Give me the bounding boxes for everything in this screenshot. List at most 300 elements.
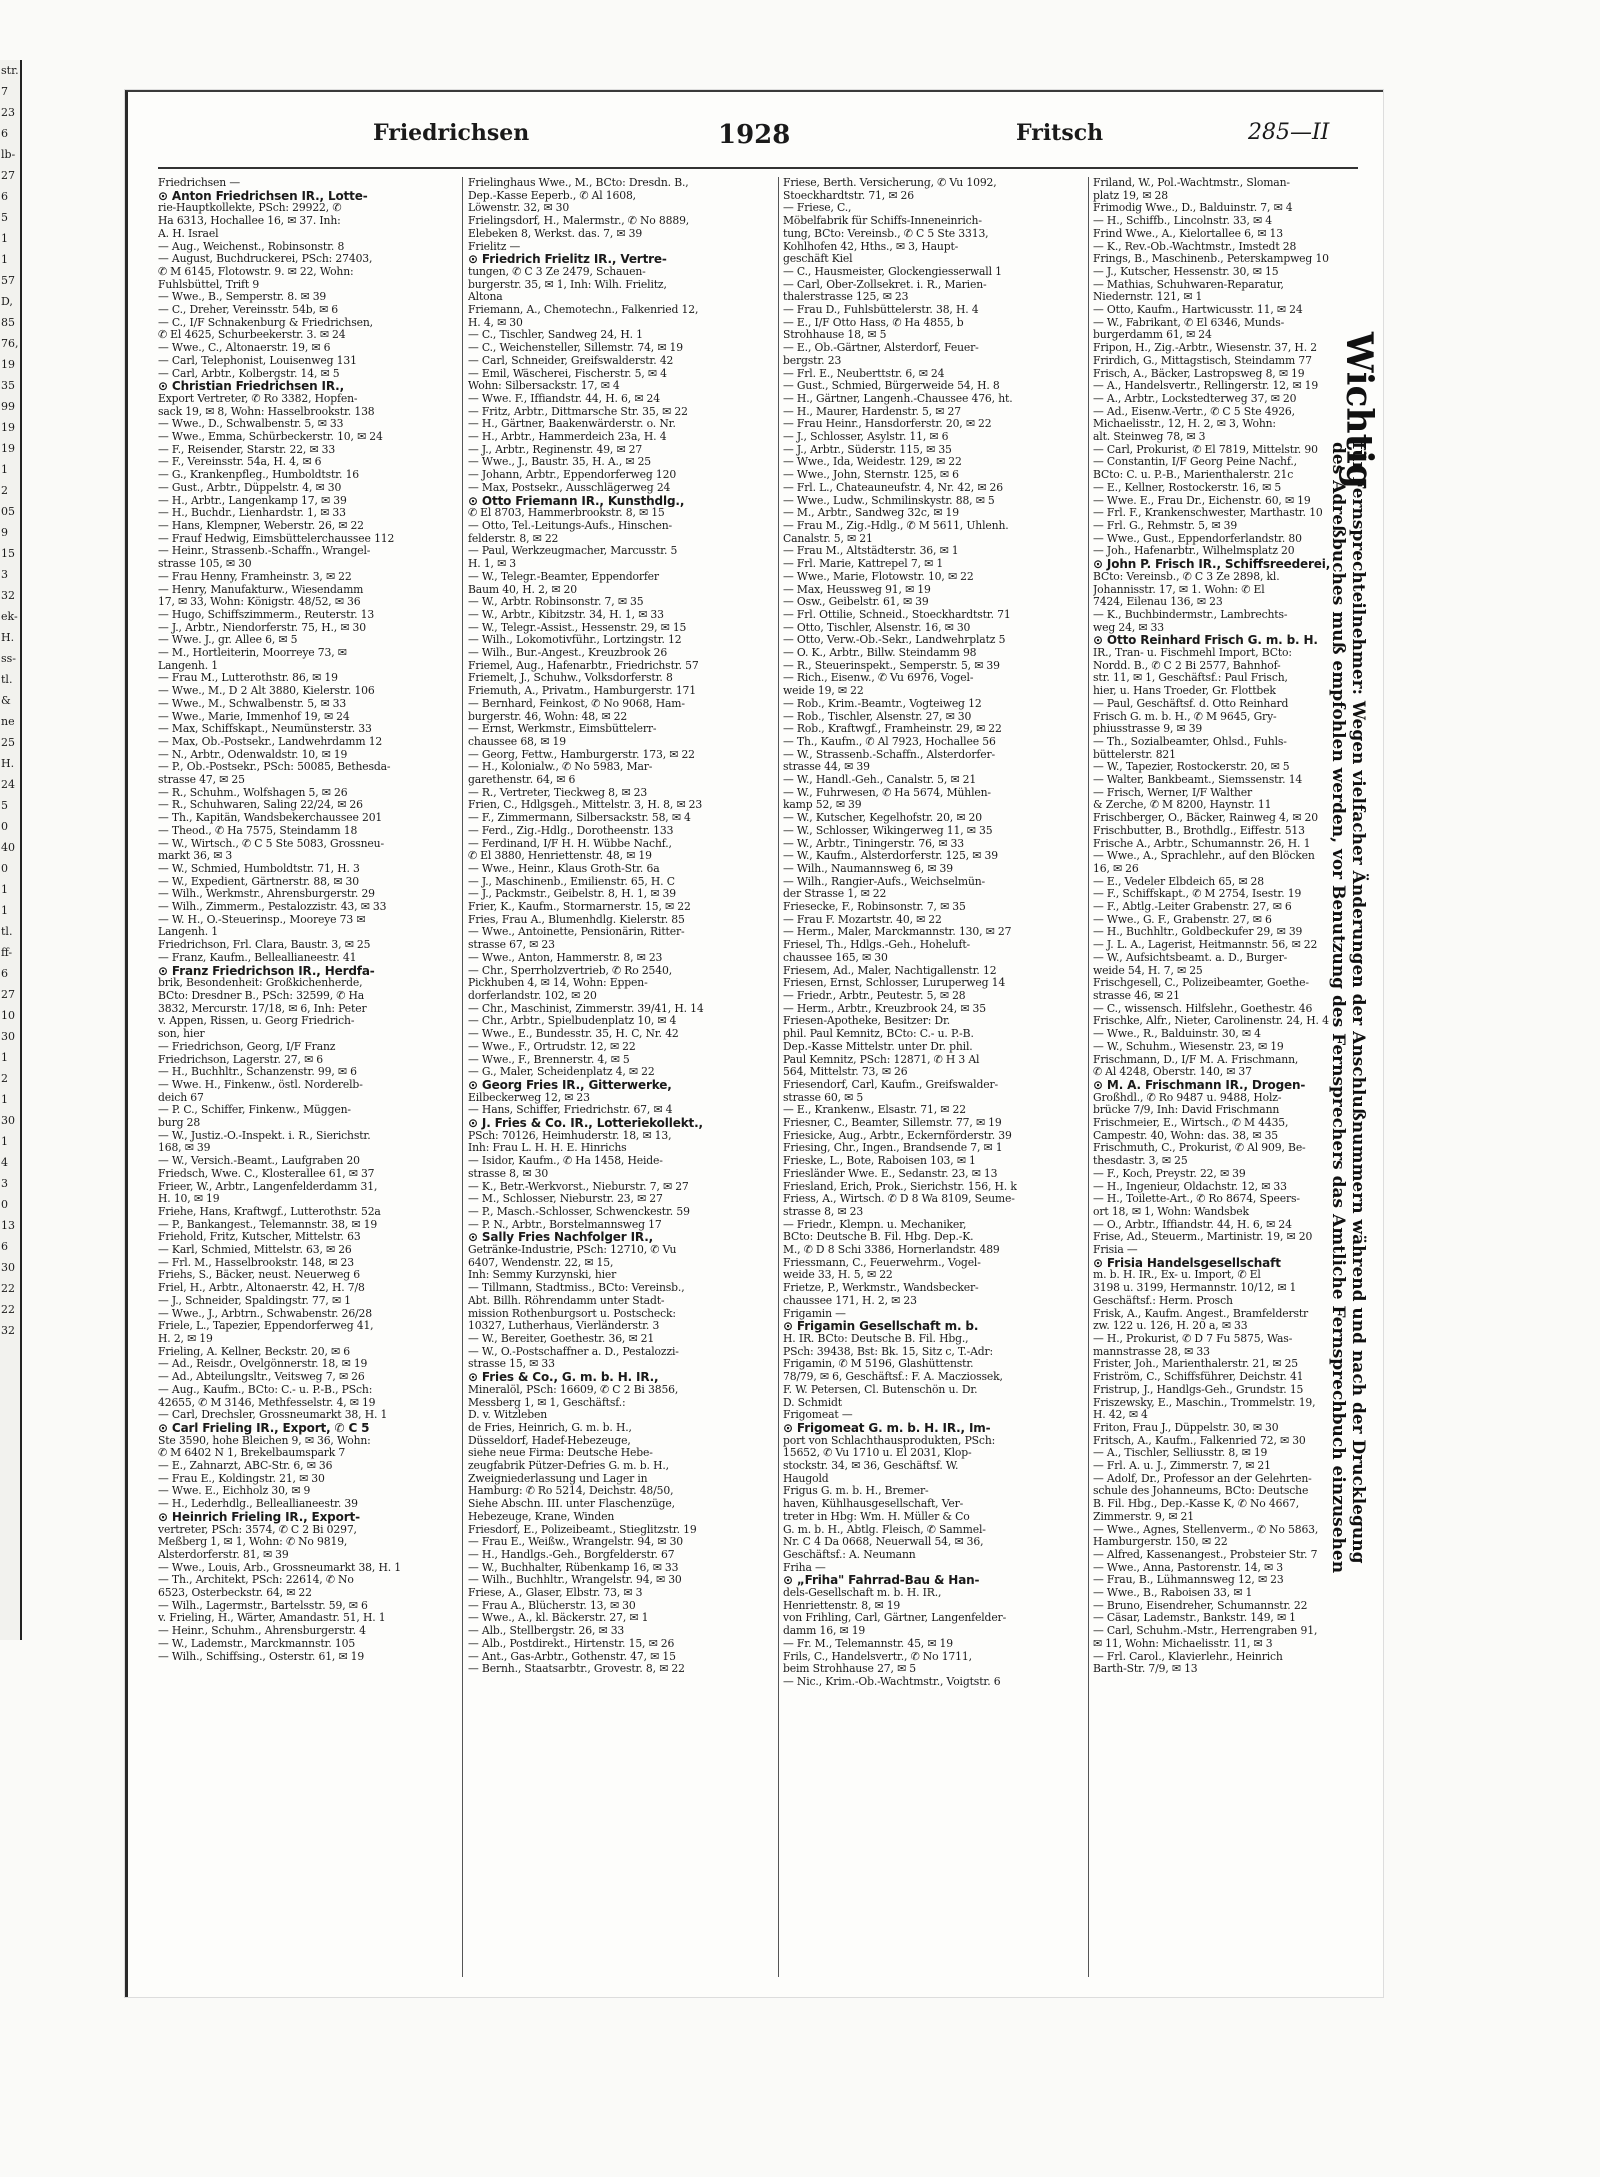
directory-entry: garethenstr. 64, ✉ 6 xyxy=(468,774,576,787)
directory-entry: Messberg 1, ✉ 1, Geschäftsf.: xyxy=(468,1396,626,1409)
directory-entry: 3832, Mercurstr. 17/18, ✉ 6, Inh: Peter xyxy=(158,1002,367,1015)
directory-entry: — H., Arbtr., Langenkamp 17, ✉ 39 xyxy=(158,494,347,507)
directory-entry: — J., Schlosser, Asylstr. 11, ✉ 6 xyxy=(783,431,949,444)
fragment-text: 22 xyxy=(1,1282,15,1295)
directory-entry: — W., Schlosser, Wikingerweg 11, ✉ 35 xyxy=(783,824,993,837)
directory-entry: G. m. b. H., Abtlg. Fleisch, ✆ Sammel- xyxy=(783,1523,986,1536)
directory-entry: ⊙ Frisia Handelsgesellschaft xyxy=(1093,1256,1281,1270)
fragment-text: & xyxy=(1,694,11,707)
directory-entry: — H., Maurer, Hardenstr. 5, ✉ 27 xyxy=(783,405,961,418)
directory-entry: — Th., Architekt, PSch: 22614, ✆ No xyxy=(158,1574,354,1587)
fragment-text: 0 xyxy=(1,1198,8,1211)
directory-entry: IR., Tran- u. Fischmehl Import, BCto: xyxy=(1093,647,1292,660)
directory-entry: Henriettenstr. 8, ✉ 19 xyxy=(783,1599,901,1612)
directory-entry: H. 4, ✉ 30 xyxy=(468,316,523,329)
directory-entry: — Aug., Weichenst., Robinsonstr. 8 xyxy=(158,240,345,253)
directory-entry: — Frauf Hedwig, Eimsbüttelerchaussee 112 xyxy=(158,532,395,545)
directory-entry: Frigus G. m. b. H., Bremer- xyxy=(783,1485,929,1498)
directory-entry: ⊙ Otto Reinhard Frisch G. m. b. H. xyxy=(1093,634,1318,648)
directory-entry: — Henry, Manufakturw., Wiesendamm xyxy=(158,583,364,596)
directory-entry: BCto: Deutsche B. Fil. Hbg. Dep.-K. xyxy=(783,1231,974,1244)
directory-entry: ✆ El 4625, Schurbeekerstr. 3. ✉ 24 xyxy=(158,329,346,342)
directory-entry: — Max, Ob.-Postsekr., Landwehrdamm 12 xyxy=(158,735,383,748)
directory-entry: — Otto, Verw.-Ob.-Sekr., Landwehrplatz 5 xyxy=(783,634,1006,647)
directory-entry: Friese, Berth. Versicherung, ✆ Vu 1092, xyxy=(783,177,997,189)
directory-entry: Zimmerstr. 9, ✉ 21 xyxy=(1093,1510,1194,1523)
directory-entry: v. Frieling, H., Wärter, Amandastr. 51, H. 1 xyxy=(158,1612,386,1625)
directory-entry: — Wilh., Werkmstr., Ahrensburgerstr. 29 xyxy=(158,888,375,901)
directory-entry: Möbelfabrik für Schiffs-Inneneinrich- xyxy=(783,215,982,228)
directory-entry: 7424, Eilenau 136, ✉ 23 xyxy=(1093,596,1223,609)
directory-entry: — Frau A., Blücherstr. 13, ✉ 30 xyxy=(468,1599,636,1612)
directory-entry: H. 10, ✉ 19 xyxy=(158,1193,220,1206)
directory-entry: — W., Arbtr., Kibitzstr. 34, H. 1, ✉ 33 xyxy=(468,608,664,621)
directory-entry: Canalstr. 5, ✉ 21 xyxy=(783,532,873,545)
directory-entry: Friesdorf, E., Polizeibeamt., Stieglitzstr. 19 xyxy=(468,1523,697,1536)
column-3 xyxy=(783,177,1083,1977)
directory-entry: Frind Wwe., A., Kielortallee 6, ✉ 13 xyxy=(1093,227,1283,240)
directory-entry: Hamburg: ✆ Ro 5214, Deichstr. 48/50, xyxy=(468,1485,674,1498)
directory-entry: — M., Schlosser, Nieburstr. 23, ✉ 27 xyxy=(468,1193,663,1206)
directory-entry: — J., Arbtr., Süderstr. 115, ✉ 35 xyxy=(783,443,952,456)
directory-entry: — Wwe., Marie, Immenhof 19, ✉ 24 xyxy=(158,710,350,723)
directory-entry: ⊙ Georg Fries IR., Gitterwerke, xyxy=(468,1078,672,1092)
directory-entry: Düsseldorf, Hadef-Hebezeuge, xyxy=(468,1434,631,1447)
directory-entry: ⊙ Anton Friedrichsen IR., Lotte- xyxy=(158,189,368,203)
directory-entry: stockstr. 34, ✉ 36, Geschäftsf. W. xyxy=(783,1460,959,1473)
directory-entry: — Alb., Postdirekt., Hirtenstr. 15, ✉ 26 xyxy=(468,1637,675,1650)
directory-entry: — Fr. M., Telemannstr. 45, ✉ 19 xyxy=(783,1637,953,1650)
column-2 xyxy=(468,177,773,1977)
directory-entry: Inh: Frau L. H. H. E. Hinrichs xyxy=(468,1142,627,1155)
fragment-text: 57 xyxy=(1,274,15,287)
directory-entry: — A., Tischler, Selliusstr. 8, ✉ 19 xyxy=(1093,1447,1268,1460)
directory-entry: — Friese, C., xyxy=(783,202,852,215)
directory-entry: — J., Maschinenb., Emilienstr. 65, H. C xyxy=(468,875,675,888)
directory-entry: — W., Strassenb.-Schaffn., Alsterdorfer- xyxy=(783,748,996,761)
directory-entry: Baum 40, H. 2, ✉ 20 xyxy=(468,583,577,596)
directory-entry: — Karl, Schmied, Mittelstr. 63, ✉ 26 xyxy=(158,1244,352,1257)
directory-entry: H. IR. BCto: Deutsche B. Fil. Hbg., xyxy=(783,1332,969,1345)
directory-entry: Frigamin, ✆ M 5196, Glashüttenstr. xyxy=(783,1358,974,1371)
directory-entry: — O., Arbtr., Iffiandstr. 44, H. 6, ✉ 24 xyxy=(1093,1218,1292,1231)
directory-entry: Frielingsdorf, H., Malermstr., ✆ No 8889, xyxy=(468,215,690,228)
fragment-text: 6 xyxy=(1,967,8,980)
directory-entry: — Gust., Schmied, Bürgerweide 54, H. 8 xyxy=(783,380,1000,393)
column-4 xyxy=(1093,177,1338,1977)
directory-entry: — J., Arbtr., Niendorferstr. 75, H., ✉ 30 xyxy=(158,621,366,634)
directory-entry: Altona xyxy=(468,291,503,304)
directory-entry: — F., Koch, Preystr. 22, ✉ 39 xyxy=(1093,1167,1246,1180)
fragment-text: lb- xyxy=(1,148,16,161)
directory-entry: 10327, Lutherhaus, Vierländerstr. 3 xyxy=(468,1320,660,1333)
directory-entry: — Frau M., Lutterothstr. 86, ✉ 19 xyxy=(158,672,338,685)
directory-entry: ⊙ Fries & Co., G. m. b. H. IR., xyxy=(468,1371,659,1384)
fragment-text: 9 xyxy=(1,526,8,539)
directory-entry: — W., Fuhrwesen, ✆ Ha 5674, Mühlen- xyxy=(783,786,991,799)
directory-entry: — Frau, B., Lühmannsweg 12, ✉ 23 xyxy=(1093,1574,1284,1587)
directory-entry: Frischmeier, E., Wirtsch., ✆ M 4435, xyxy=(1093,1117,1289,1130)
directory-entry: Frisk, A., Kaufm. Angest., Bramfelderstr xyxy=(1093,1307,1309,1320)
directory-entry: treter in Hbg: Wm. H. Müller & Co xyxy=(783,1510,970,1523)
directory-entry: Haugold xyxy=(783,1472,829,1485)
directory-entry: ✆ El 8703, Hammerbrookstr. 8, ✉ 15 xyxy=(468,507,665,520)
directory-entry: — Carl, Prokurist, ✆ El 7819, Mittelstr. 90 xyxy=(1093,443,1318,456)
directory-entry: — K., Buchbindermstr., Lambrechts- xyxy=(1093,608,1288,621)
column-1 xyxy=(158,177,458,1977)
directory-entry: strasse 67, ✉ 23 xyxy=(468,939,555,952)
directory-entry: — Paul, Geschäftsf. d. Otto Reinhard xyxy=(1093,697,1289,710)
directory-entry: — P. N., Arbtr., Borstelmannsweg 17 xyxy=(468,1218,662,1231)
directory-entry: PSch: 70126, Heimhuderstr. 18, ✉ 13, xyxy=(468,1129,672,1142)
directory-entry: — Frau E., Weißw., Wrangelstr. 94, ✉ 30 xyxy=(468,1536,684,1549)
directory-entry: Großhdl., ✆ Ro 9487 u. 9488, Holz- xyxy=(1093,1091,1282,1104)
fragment-text: 0 xyxy=(1,862,8,875)
directory-entry: — Gust., Arbtr., Düppelstr. 4, ✉ 30 xyxy=(158,481,342,494)
fragment-text: 40 xyxy=(1,841,15,854)
directory-entry: Geschäftsf.: Herm. Prosch xyxy=(1093,1294,1233,1307)
directory-entry: — Otto, Tel.-Leitungs-Aufs., Hinschen- xyxy=(468,519,673,532)
directory-entry: brücke 7/9, Inh: David Frischmann xyxy=(1093,1104,1280,1117)
directory-entry: — Mathias, Schuhwaren-Reparatur, xyxy=(1093,278,1284,291)
directory-entry: strasse 8, ✉ 30 xyxy=(468,1167,549,1180)
directory-entry: M., ✆ D 8 Schi 3386, Hornerlandstr. 489 xyxy=(783,1244,1000,1257)
directory-entry: — Hugo, Schiffszimmerm., Reuterstr. 13 xyxy=(158,608,375,621)
directory-entry: — Johann, Arbtr., Eppendorferweg 120 xyxy=(468,469,677,482)
directory-entry: — N., Arbtr., Odenwaldstr. 10, ✉ 19 xyxy=(158,748,348,761)
directory-entry: m. b. H. IR., Ex- u. Import, ✆ El xyxy=(1093,1269,1261,1282)
directory-entry: phil. Paul Kemnitz, BCto: C.- u. P.-B. xyxy=(783,1028,974,1041)
directory-entry: Frielinghaus Wwe., M., BCto: Dresdn. B., xyxy=(468,177,689,189)
fragment-text: 24 xyxy=(1,778,15,791)
fragment-text: 25 xyxy=(1,736,15,749)
directory-entry: — Wwe., F., Ortrudstr. 12, ✉ 22 xyxy=(468,1040,636,1053)
directory-entry: Ha 6313, Hochallee 16, ✉ 37. Inh: xyxy=(158,215,341,228)
directory-entry: 564, Mittelstr. 73, ✉ 26 xyxy=(783,1066,908,1079)
directory-entry: Friesen, Ernst, Schlosser, Luruperweg 14 xyxy=(783,977,1006,990)
directory-entry: — W., Lademstr., Marckmannstr. 105 xyxy=(158,1637,356,1650)
fragment-text: 22 xyxy=(1,1303,15,1316)
directory-entry: — Wilh., Lokomotivführ., Lortzingstr. 12 xyxy=(468,634,682,647)
directory-entry: ⊙ J. Fries & Co. IR., Lotteriekollekt., xyxy=(468,1117,703,1130)
fragment-text: 2 xyxy=(1,484,8,497)
directory-entry: Meßberg 1, ✉ 1, Wohn: ✆ No 9819, xyxy=(158,1536,348,1549)
directory-entry: Fritsch, A., Kaufm., Falkenried 72, ✉ 30 xyxy=(1093,1434,1306,1447)
fragment-text: 27 xyxy=(1,988,15,1001)
directory-entry: — K., Betr.-Werkvorst., Nieburstr. 7, ✉ 27 xyxy=(468,1180,689,1193)
directory-entry: Niedernstr. 121, ✉ 1 xyxy=(1093,291,1203,304)
directory-entry: — Georg, Fettw., Hamburgerstr. 173, ✉ 22 xyxy=(468,748,695,761)
directory-entry: — Nic., Krim.-Ob.-Wachtmstr., Voigtstr. 6 xyxy=(783,1675,1001,1688)
directory-entry: Frischmann, D., I/F M. A. Frischmann, xyxy=(1093,1053,1299,1066)
directory-entry: — Frl. Ottilie, Schneid., Stoeckhardtstr. 71 xyxy=(783,608,1011,621)
directory-entry: Wohn: Silbersackstr. 17, ✉ 4 xyxy=(468,380,620,393)
directory-entry: Campestr. 40, Wohn: das. 38, ✉ 35 xyxy=(1093,1129,1279,1142)
directory-entry: Frisch, A., Bäcker, Lastropsweg 8, ✉ 19 xyxy=(1093,367,1305,380)
directory-entry: 16, ✉ 26 xyxy=(1093,862,1139,875)
directory-entry: — Carl, Drechsler, Grossneumarkt 38, H. 1 xyxy=(158,1409,388,1422)
directory-entry: — Frau Henny, Framheinstr. 3, ✉ 22 xyxy=(158,570,352,583)
directory-entry: strasse 60, ✉ 5 xyxy=(783,1091,864,1104)
directory-entry: Getränke-Industrie, PSch: 12710, ✆ Vu xyxy=(468,1244,677,1257)
directory-entry: — Wwe., R., Balduinstr. 30, ✉ 4 xyxy=(1093,1028,1261,1041)
directory-entry: Frister, Joh., Marienthalerstr. 21, ✉ 25 xyxy=(1093,1358,1299,1371)
fragment-text: 1 xyxy=(1,232,8,245)
directory-entry: Barth-Str. 7/9, ✉ 13 xyxy=(1093,1663,1198,1676)
directory-entry: Frietze, P., Werkmstr., Wandsbecker- xyxy=(783,1282,979,1295)
directory-entry: strasse 15, ✉ 33 xyxy=(468,1358,555,1371)
directory-entry: Fuhlsbüttel, Trift 9 xyxy=(158,278,260,291)
directory-entry: — Bruno, Eisendreher, Schumannstr. 22 xyxy=(1093,1599,1308,1612)
directory-entry: — Rob., Kraftwgf., Framheinstr. 29, ✉ 22 xyxy=(783,723,1002,736)
directory-entry: — J., Packmstr., Geibelstr. 8, H. 1, ✉ 39 xyxy=(468,888,676,901)
directory-entry: zeugfabrik Pützer-Defries G. m. b. H., xyxy=(468,1460,669,1473)
directory-entry: — Wilh., Naumannsweg 6, ✉ 39 xyxy=(783,862,953,875)
directory-entry: 3198 u. 3199, Hermannstr. 10/12, ✉ 1 xyxy=(1093,1282,1297,1295)
directory-entry: — R., Vertreter, Tieckweg 8, ✉ 23 xyxy=(468,786,648,799)
directory-entry: Friele, L., Tapezier, Eppendorferweg 41, xyxy=(158,1320,374,1333)
directory-entry: — Max, Postsekr., Ausschlägerweg 24 xyxy=(468,481,671,494)
directory-entry: Frigamin — xyxy=(783,1307,846,1320)
directory-entry: — Frl. F., Krankenschwester, Marthastr. 10 xyxy=(1093,507,1323,520)
directory-entry: — J., Kutscher, Hessenstr. 30, ✉ 15 xyxy=(1093,265,1279,278)
directory-entry: — R., Schuhwaren, Saling 22/24, ✉ 26 xyxy=(158,799,363,812)
directory-entry: Dep.-Kasse Mittelstr. unter Dr. phil. xyxy=(783,1040,973,1053)
directory-entry: — Wwe., Anton, Hammerstr. 8, ✉ 23 xyxy=(468,951,663,964)
directory-entry: Frieer, W., Arbtr., Langenfelderdamm 31, xyxy=(158,1180,378,1193)
directory-entry: — Chr., Sperrholzvertrieb, ✆ Ro 2540, xyxy=(468,964,672,977)
directory-entry: — R., Steuerinspekt., Semperstr. 5, ✉ 39 xyxy=(783,659,1000,672)
directory-entry: brik, Besondenheit: Großkichenherde, xyxy=(158,977,363,990)
directory-entry: — Hans, Klempner, Weberstr. 26, ✉ 22 xyxy=(158,519,364,532)
fragment-text: 1 xyxy=(1,904,8,917)
directory-entry: — H., Kolonialw., ✆ No 5983, Mar- xyxy=(468,761,653,774)
fragment-text: 4 xyxy=(1,1156,8,1169)
directory-entry: — Heinr., Schuhm., Ahrensburgerstr. 4 xyxy=(158,1625,366,1638)
directory-entry: kamp 52, ✉ 39 xyxy=(783,799,862,812)
directory-entry: D. v. Witzleben xyxy=(468,1409,548,1422)
directory-entry: ✆ M 6402 N 1, Brekelbaumspark 7 xyxy=(158,1447,346,1460)
directory-entry: — W., Telegr.-Beamter, Eppendorfer xyxy=(468,570,659,583)
directory-entry: — C., Tischler, Sandweg 24, H. 1 xyxy=(468,329,643,342)
directory-entry: — Carl, Arbtr., Kolbergstr. 14, ✉ 5 xyxy=(158,367,340,380)
header-last-name: Fritsch xyxy=(1016,120,1104,146)
directory-entry: — Bernh., Staatsarbtr., Grovestr. 8, ✉ 22 xyxy=(468,1663,685,1676)
directory-entry: rie-Hauptkollekte, PSch: 29922, ✆ xyxy=(158,202,342,215)
directory-entry: Frielitz — xyxy=(468,240,521,253)
directory-entry: burg 28 xyxy=(158,1117,201,1130)
directory-entry: Stoeckhardtstr. 71, ✉ 26 xyxy=(783,189,914,202)
directory-entry: — W., Tapezier, Rostockerstr. 20, ✉ 5 xyxy=(1093,761,1290,774)
directory-entry: — Constantin, I/F Georg Peine Nachf., xyxy=(1093,456,1297,469)
directory-entry: — Friedrichson, Georg, I/F Franz xyxy=(158,1040,336,1053)
directory-entry: — Wwe. H., Finkenw., östl. Norderelb- xyxy=(158,1078,363,1091)
fragment-text: 3 xyxy=(1,1177,8,1190)
page-header xyxy=(128,92,1383,172)
directory-entry: Friesland, Erich, Prok., Sierichstr. 156, H. k xyxy=(783,1180,1017,1193)
directory-entry: — Ferd., Zig.-Hdlg., Dorotheenstr. 133 xyxy=(468,824,674,837)
directory-entry: — Frl. Carol., Klavierlehr., Heinrich xyxy=(1093,1650,1283,1663)
directory-entry: — Wwe., F., Brennerstr. 4, ✉ 5 xyxy=(468,1053,630,1066)
fragment-text: H. xyxy=(1,757,15,770)
directory-entry: — Wwe., M., D 2 Alt 3880, Kielerstr. 106 xyxy=(158,685,375,698)
directory-entry: — Th., Sozialbeamter, Ohlsd., Fuhls- xyxy=(1093,735,1287,748)
directory-entry: — Ferdinand, I/F H. H. Wübbe Nachf., xyxy=(468,837,672,850)
directory-entry: — Franz, Kaufm., Belleallianeestr. 41 xyxy=(158,951,357,964)
directory-entry: — Tillmann, Stadtmiss., BCto: Vereinsb., xyxy=(468,1282,685,1295)
directory-entry: Strohhause 18, ✉ 5 xyxy=(783,329,887,342)
directory-entry: Mineralöl, PSch: 16609, ✆ C 2 Bi 3856, xyxy=(468,1383,679,1396)
directory-entry: weide 54, H. 7, ✉ 25 xyxy=(1093,964,1203,977)
directory-entry: — Wwe., C., Altonaerstr. 19, ✉ 6 xyxy=(158,342,331,355)
directory-entry: haven, Kühlhausgesellschaft, Ver- xyxy=(783,1498,964,1511)
directory-entry: — F., Abtlg.-Leiter Grabenstr. 27, ✉ 6 xyxy=(1093,901,1292,914)
directory-entry: 168, ✉ 39 xyxy=(158,1142,211,1155)
directory-entry: — H., Arbtr., Hammerdeich 23a, H. 4 xyxy=(468,431,667,444)
directory-entry: — P., Masch.-Schlosser, Schwenckestr. 59 xyxy=(468,1205,690,1218)
directory-entry: strasse 44, ✉ 39 xyxy=(783,761,870,774)
directory-entry: Friel, H., Arbtr., Altonaerstr. 42, H. 7/8 xyxy=(158,1282,365,1295)
directory-entry: — Wilh., Lagermstr., Bartelsstr. 59, ✉ 6 xyxy=(158,1599,368,1612)
directory-entry: de Fries, Heinrich, G. m. b. H., xyxy=(468,1421,632,1434)
directory-entry: ⊙ Otto Friemann IR., Kunsthdlg., xyxy=(468,494,685,508)
directory-entry: — Walter, Bankbeamt., Siemssenstr. 14 xyxy=(1093,774,1303,787)
directory-entry: H. 2, ✉ 19 xyxy=(158,1332,213,1345)
directory-entry: — Wwe. F., Iffiandstr. 44, H. 6, ✉ 24 xyxy=(468,392,660,405)
fragment-text: 2 xyxy=(1,1072,8,1085)
directory-entry: tungen, ✆ C 3 Ze 2479, Schauen- xyxy=(468,265,646,278)
directory-entry: Frier, K., Kaufm., Stormarnerstr. 15, ✉ 22 xyxy=(468,901,691,914)
directory-entry: — Carl, Telephonist, Louisenweg 131 xyxy=(158,354,357,367)
fragment-text: 1 xyxy=(1,1135,8,1148)
directory-entry: — Alb., Stellbergstr. 26, ✉ 33 xyxy=(468,1625,625,1638)
directory-entry: B. Fil. Hbg., Dep.-Kasse K, ✆ No 4667, xyxy=(1093,1498,1300,1511)
directory-entry: — K., Rev.-Ob.-Wachtmstr., Imstedt 28 xyxy=(1093,240,1297,253)
directory-entry: — Ad., Abteilungsltr., Veitsweg 7, ✉ 26 xyxy=(158,1371,365,1384)
directory-entry: — W., Kaufm., Alsterdorferstr. 125, ✉ 39 xyxy=(783,850,998,863)
directory-entry: — J., Schneider, Spaldingstr. 77, ✉ 1 xyxy=(158,1294,351,1307)
directory-entry: damm 16, ✉ 19 xyxy=(783,1625,866,1638)
directory-entry: H. 1, ✉ 3 xyxy=(468,558,517,571)
directory-entry: & Zerche, ✆ M 8200, Haynstr. 11 xyxy=(1093,799,1272,812)
directory-entry: Frischgesell, C., Polizeibeamter, Goethe- xyxy=(1093,977,1309,990)
directory-entry: von Frihling, Carl, Gärtner, Langenfelder- xyxy=(783,1612,1007,1625)
fragment-text: 19 xyxy=(1,442,15,455)
directory-entry: — H., Lederhdlg., Belleallianeestr. 39 xyxy=(158,1498,358,1511)
vertical-notice xyxy=(1328,332,1386,1972)
directory-entry: — Wilh., Rangier-Aufs., Weichselmün- xyxy=(783,875,986,888)
directory-entry: — Frl. Marie, Kattrepel 7, ✉ 1 xyxy=(783,558,944,571)
directory-entry: — Hans, Schiffer, Friedrichstr. 67, ✉ 4 xyxy=(468,1104,673,1117)
directory-entry: port von Schlachthausprodukten, PSch: xyxy=(783,1434,996,1447)
fragment-text: 1 xyxy=(1,463,8,476)
fragment-text: 7 xyxy=(1,85,8,98)
directory-entry: — Wwe., Gust., Eppendorferlandstr. 80 xyxy=(1093,532,1302,545)
directory-entry: büttelerstr. 821 xyxy=(1093,748,1176,761)
directory-entry: — Rob., Tischler, Alsenstr. 27, ✉ 30 xyxy=(783,710,972,723)
fragment-text: str. xyxy=(1,64,19,77)
directory-entry: — Isidor, Kaufm., ✆ Ha 1458, Heide- xyxy=(468,1155,663,1168)
directory-entry: — Wwe., B., Raboisen 33, ✉ 1 xyxy=(1093,1587,1253,1600)
directory-entry: BCto: C. u. P.-B., Marienthalerstr. 21c xyxy=(1093,469,1294,482)
fragment-text: 5 xyxy=(1,799,8,812)
directory-entry: — Wwe. E., Eichholz 30, ✉ 9 xyxy=(158,1485,311,1498)
directory-entry: phiusstrasse 9, ✉ 39 xyxy=(1093,723,1203,736)
directory-entry: 6407, Wendenstr. 22, ✉ 15, xyxy=(468,1256,614,1269)
directory-entry: Eilbeckerweg 12, ✉ 23 xyxy=(468,1091,590,1104)
directory-entry: H. 42, ✉ 4 xyxy=(1093,1409,1148,1422)
directory-entry: — C., Hausmeister, Glockengiesserwall 1 xyxy=(783,265,1002,278)
directory-entry: Frisch G. m. b. H., ✆ M 9645, Gry- xyxy=(1093,710,1277,723)
directory-entry: — E., Zahnarzt, ABC-Str. 6, ✉ 36 xyxy=(158,1460,333,1473)
directory-entry: — Wwe., Marie, Flotowstr. 10, ✉ 22 xyxy=(783,570,974,583)
directory-entry: der Strasse 1, ✉ 22 xyxy=(783,888,887,901)
left-page-fragment xyxy=(0,60,22,1640)
directory-entry: Frise, Ad., Steuerm., Martinistr. 19, ✉ 20 xyxy=(1093,1231,1313,1244)
directory-entry: — Fritz, Arbtr., Dittmarsche Str. 35, ✉ 22 xyxy=(468,405,688,418)
directory-entry: — G., Krankenpfleg., Humboldtstr. 16 xyxy=(158,469,360,482)
directory-entry: vertreter, PSch: 3574, ✆ C 2 Bi 0297, xyxy=(158,1523,357,1536)
directory-entry: Friesing, Chr., Ingen., Brandsende 7, ✉ 1 xyxy=(783,1142,1003,1155)
directory-entry: — W., Buchhalter, Rübenkamp 16, ✉ 33 xyxy=(468,1561,679,1574)
directory-entry: — H., Gärtner, Baakenwärderstr. o. Nr. xyxy=(468,418,676,431)
directory-entry: 17, ✉ 33, Wohn: Königstr. 48/52, ✉ 36 xyxy=(158,596,361,609)
directory-entry: — Wwe., Ludw., Schmilinskystr. 88, ✉ 5 xyxy=(783,494,995,507)
directory-entry: mission Rothenburgsort u. Postscheck: xyxy=(468,1307,676,1320)
directory-entry: Hebezeuge, Krane, Winden xyxy=(468,1510,615,1523)
fragment-text: 99 xyxy=(1,400,15,413)
directory-entry: mannstrasse 28, ✉ 33 xyxy=(1093,1345,1210,1358)
directory-entry: — Wwe., J., Baustr. 35, H. A., ✉ 25 xyxy=(468,456,652,469)
directory-entry: — H., Buchhltr., Goldbeckufer 29, ✉ 39 xyxy=(1093,926,1303,939)
directory-entry: — W., Expedient, Gärtnerstr. 88, ✉ 30 xyxy=(158,875,359,888)
directory-page xyxy=(125,90,1383,1997)
directory-entry: Friland, W., Pol.-Wachtmstr., Sloman- xyxy=(1093,177,1290,189)
directory-entry: — E., I/F Otto Hass, ✆ Ha 4855, b xyxy=(783,316,964,329)
fragment-text: 30 xyxy=(1,1114,15,1127)
directory-entry: Löwenstr. 32, ✉ 30 xyxy=(468,202,570,215)
directory-entry: chaussee 171, H. 2, ✉ 23 xyxy=(783,1294,917,1307)
directory-entry: thesdastr. 3, ✉ 25 xyxy=(1093,1155,1188,1168)
fragment-text: 76, xyxy=(1,337,19,350)
directory-entry: — F., Zimmermann, Silbersackstr. 58, ✉ 4 xyxy=(468,812,691,825)
directory-entry: — Wwe., Agnes, Stellenverm., ✆ No 5863, xyxy=(1093,1523,1319,1536)
directory-entry: — Ad., Reisdr., Ovelgönnerstr. 18, ✉ 19 xyxy=(158,1358,368,1371)
directory-entry: — H., Ingenieur, Oldachstr. 12, ✉ 33 xyxy=(1093,1180,1287,1193)
directory-entry: — W. H., O.-Steuerinsp., Mooreye 73 ✉ xyxy=(158,913,366,926)
directory-entry: — Joh., Hafenarbtr., Wilhelmsplatz 20 xyxy=(1093,545,1295,558)
directory-entry: — F., Schiffskapt., ✆ M 2754, Isestr. 19 xyxy=(1093,888,1302,901)
fragment-text: 0 xyxy=(1,820,8,833)
directory-entry: Frischke, Alfr., Nieter, Carolinenstr. 24, H. 4 xyxy=(1093,1015,1329,1028)
directory-entry: — Frl. L., Chateauneufstr. 4, Nr. 42, ✉ 26 xyxy=(783,481,1003,494)
directory-entry: ⊙ Christian Friedrichsen IR., xyxy=(158,380,344,393)
directory-entry: — Emil, Wäscherei, Fischerstr. 5, ✉ 4 xyxy=(468,367,667,380)
directory-entry: — Cäsar, Lademstr., Bankstr. 149, ✉ 1 xyxy=(1093,1612,1296,1625)
fragment-text: 30 xyxy=(1,1261,15,1274)
directory-entry: Kohlhofen 42, Hths., ✉ 3, Haupt- xyxy=(783,240,959,253)
fragment-text: tl. xyxy=(1,925,13,938)
header-first-name: Friedrichsen xyxy=(373,120,530,146)
directory-entry: — Th., Kapitän, Wandsbekerchaussee 201 xyxy=(158,812,383,825)
directory-entry: — W., Arbtr., Tiningerstr. 76, ✉ 33 xyxy=(783,837,964,850)
directory-entry: — Adolf, Dr., Professor an der Gelehrten- xyxy=(1093,1472,1312,1485)
directory-entry: Frirdich, G., Mittagstisch, Steindamm 77 xyxy=(1093,354,1312,367)
directory-entry: — Wwe., Ida, Weidestr. 129, ✉ 22 xyxy=(783,456,962,469)
directory-entry: Friehold, Fritz, Kutscher, Mittelstr. 63 xyxy=(158,1231,361,1244)
directory-entry: Friedrichsen — xyxy=(158,177,241,189)
column-divider xyxy=(1088,177,1089,1977)
